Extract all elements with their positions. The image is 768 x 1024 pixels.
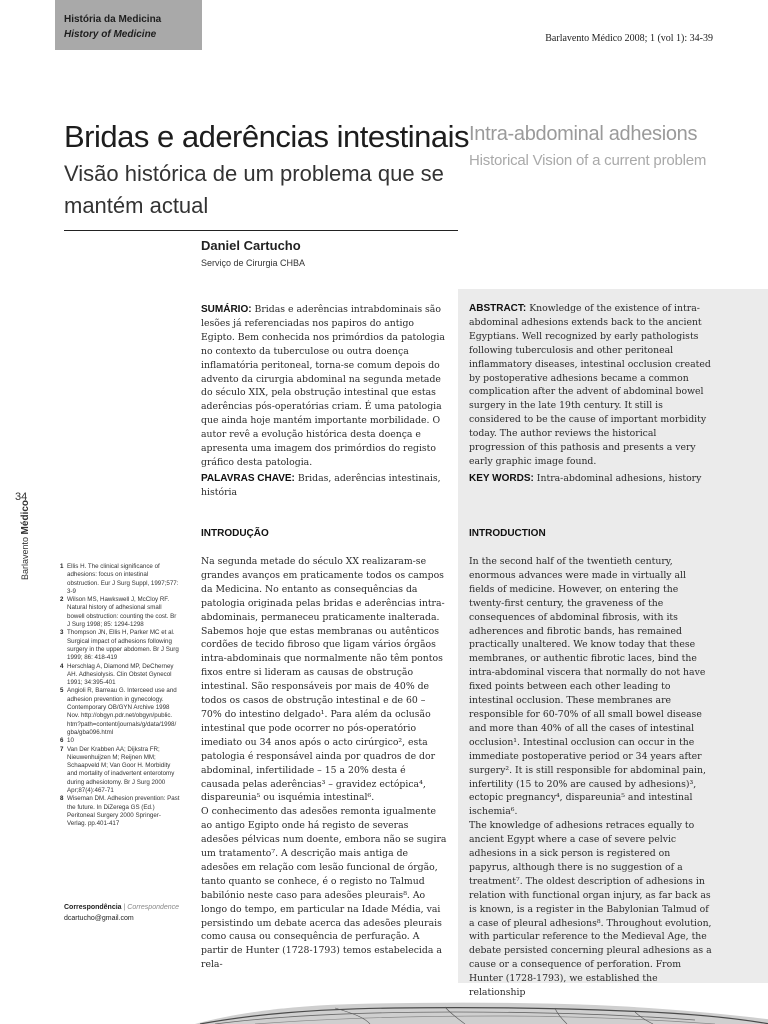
correspondence-label-pt: Correspondência xyxy=(64,904,122,911)
summary-pt xyxy=(201,303,447,470)
logo-small-text: Barlavento xyxy=(20,536,30,580)
section-heading-intro-en: INTRODUCTION xyxy=(469,528,546,539)
reference-text: Herschlag A, Diamond MP, DeCherney AH. Adhesiolysis. Clin Obstet Gynecol 1991; 34:395-401 xyxy=(67,662,174,687)
introduction-pt xyxy=(201,555,447,972)
keywords-en-label: KEY WORDS: xyxy=(469,473,534,484)
paragraph: Na segunda metade do século XX realizaram-se grandes avanços em praticamente todos os campos da Medicina. No entanto as consequências da patologia originada pelas bridas e aderências intra-abdominais, permaneceu praticamente inalterada. Sabemos hoje que estas membranas ou autênticos cordões de tecido fibroso que ligam vários órgãos intra-abdominais que normalmente não têm pontos fixos entre si lideram as causas de obstrução intestinal. São responsáveis por mais de 40% de todos os casos de obstrução intestinal e de 60 – 70% do intestino delgado¹. Para além da oclusão intestinal que pode ocorrer no pós-operatório imediato ou 34 anos após o acto cirúrgico², esta patologia é responsável ainda por quadros de dor abdominal, infertilidade – 15 a 20% desta é causada pelas aderências³ – gravidez ectópica⁴, dispareunia⁵ ou isquémia intestinal⁶. xyxy=(201,556,445,804)
reference-text: Wilson MS, Hawkswell J, McCloy RF. Natural history of adhesional small bowell obstruction: counting the cost. Br J Surg 1998; 85: 1294-1298 xyxy=(67,596,177,629)
reference-item xyxy=(60,746,180,796)
reference-item xyxy=(60,737,180,745)
keywords-en-text: Intra-abdominal adhesions, history xyxy=(536,473,702,484)
reference-item xyxy=(60,795,180,828)
reference-number: 4 xyxy=(60,662,64,670)
article-title-pt: Bridas e aderências intestinais xyxy=(64,119,469,154)
reference-text: Van Der Krabben AA; Dijkstra FR; Nieuwenhuijzen M; Reijnen MM; Schaapveld M; Van Goor H. Morbidity and mortality of inadvertent enterotomy during adhesiotomy. Br J Surg 2000 Apr;87(4):467-71 xyxy=(67,745,175,795)
title-divider xyxy=(64,230,458,231)
logo-big-text: Médico xyxy=(20,500,31,535)
article-subtitle-pt: Visão histórica de um problema que se mantém actual xyxy=(64,161,444,218)
journal-logo xyxy=(20,500,40,580)
reference-item xyxy=(60,687,180,737)
reference-number: 7 xyxy=(60,745,64,753)
reference-text: Angioli R, Barreau G. Interceed use and adhesion prevention in gynecology. Contemporary OB/GYN Archive 1998 Nov. http://obgyn.pdr.net/obgyn/public. htm?path=content/journals/g/data/1998/ gba/gba096.html xyxy=(67,687,177,736)
correspondence-block xyxy=(64,902,179,924)
section-heading-intro-pt: INTRODUÇÃO xyxy=(201,528,269,539)
summary-text: Bridas e aderências intrabdominais são lesões já referenciadas nos papiros do antigo Egipto. Bem conhecida nos primórdios da patologia no contexto da tuberculose ou outra doença inflamatória peritoneal, torna-se comum depois do advento da cirurgia abdominal na segunda metade do século XIX, pela obstrução intestinal que estas aderências pós-operatórias criam. É uma patologia que ainda hoje mantém importante morbilidade. O autor revê a evolução histórica desta doença e apresenta uma imagem dos primórdios do registo gráfico desta patologia. xyxy=(201,304,445,468)
article-title-en: Intra-abdominal adhesions xyxy=(469,123,698,145)
introduction-en xyxy=(469,555,712,1000)
author-affiliation: Serviço de Cirurgia CHBA xyxy=(201,258,306,268)
abstract-label: ABSTRACT: xyxy=(469,303,527,314)
correspondence-separator: | xyxy=(121,904,128,911)
abstract-text: Knowledge of the existence of intra-abdominal adhesions extends back to the ancient Egyptians. Well recognized by early pathologists following tuberculosis and other peritoneal inflammatory diseases, intestinal occlusion created by postoperative adhesions became a common complication after the advent of abdominal bowel surgery in the late 19th century. It still is considered to be the cause of important morbidity today. The author reviews the historical progression of this pathosis and presents a very early graphic image found. xyxy=(469,303,711,467)
summary-label: SUMÁRIO: xyxy=(201,304,252,315)
reference-number: 3 xyxy=(60,629,64,637)
reference-item xyxy=(60,596,180,629)
section-header-box xyxy=(55,0,202,50)
section-label-en: History of Medicine xyxy=(64,29,157,40)
paragraph: O conhecimento das adesões remonta igualmente ao antigo Egipto onde há registo de severas adesões pélvicas num doente, embora não se sugira um tratamento⁷. A descrição mais antiga de adesões em relação com lesão funcional de órgão, tanto quanto se conhece, é o registo no Talmud babilónio neste caso para adesões pleurais⁸. Ao longo do tempo, em particular na Idade Média, vai persistindo um debate acerca das adesões pleurais como causa ou consequência de perfuração. A partir de Hunter (1728-1793) temos estabelecida a rela- xyxy=(201,806,447,971)
historical-engraving-image xyxy=(195,1000,768,1024)
reference-text: Ellis H. The clinical significance of adhesions: focus on intestinal obstruction. Eur J Surg Suppl, 1997;577: 3-9 xyxy=(67,563,179,595)
keywords-pt xyxy=(201,472,447,500)
keywords-en xyxy=(469,472,712,486)
correspondence-email[interactable]: dcartucho@gmail.com xyxy=(64,915,134,922)
references-list xyxy=(60,563,180,829)
section-label-pt: História da Medicina xyxy=(64,14,162,25)
correspondence-label-en: Correspondence xyxy=(127,904,180,911)
article-subtitle-en: Historical Vision of a current problem xyxy=(469,152,707,169)
keywords-pt-text: Bridas, aderências intestinais, história xyxy=(201,473,441,498)
keywords-pt-label: PALAVRAS CHAVE: xyxy=(201,473,295,484)
reference-text: 10 xyxy=(67,737,74,745)
reference-number: 6 xyxy=(60,737,64,745)
reference-text: Wiseman DM. Adhesion prevention: Past the future. In DiZerega GS (Ed.) Peritoneal Surgery 2000 Springer-Verlag. pp.401-417 xyxy=(67,795,180,828)
reference-item xyxy=(60,563,180,596)
reference-number: 2 xyxy=(60,596,64,604)
abstract-en xyxy=(469,302,712,469)
reference-item xyxy=(60,663,180,688)
reference-number: 5 xyxy=(60,687,64,695)
reference-text: Thompson JN, Ellis H, Parker MC et al. Surgical impact of adhesions following surgery in the upper abdomen. Br J Surg 1999; 86: 418-419 xyxy=(67,629,179,662)
reference-number: 1 xyxy=(60,563,64,570)
author-name: Daniel Cartucho xyxy=(201,238,301,253)
journal-citation: Barlavento Médico 2008; 1 (vol 1): 34-39 xyxy=(545,33,713,44)
page-number: 34 xyxy=(15,491,28,503)
reference-item xyxy=(60,629,180,662)
reference-number: 8 xyxy=(60,795,64,803)
paragraph: In the second half of the twentieth century, enormous advances were made in virtually all fields of medicine. However, on entering the twenty-first century, the graveness of the consequences of abdominal fibrosis, with its adherences and fibrotic bands, has remained practically unaltered. We know today that these membranes, or authentic fibrotic laces, bind the intra-abdominal viscera that normally do not have fixed points between each other leading to intestinal occlusion. These membranes are responsible for 60-70% of all small bowel disease and more than 40% of all the cases of intestinal occlusion¹. Intestinal occlusion can occur in the immediate postoperative period or 34 years after surgery². It is still responsible for abdominal pain, infertility (15 to 20% are caused by adhesions)³, ectopic pregnancy⁴, dispareunia⁵ and intestinal ischemia⁶. xyxy=(469,556,706,818)
paragraph: The knowledge of adhesions retraces equally to ancient Egypt where a case of severe pelvic adhesions in a sick person is registered on papyrus, although there is no suggestion of a treatment⁷. The oldest description of adhesions in relation with functional organ injury, as far back as is known, is a register in the Babylonian Talmud of a case of pleural adhesions⁸. Throughout evolution, with particular reference to the Medieval Age, the debate persisted concerning pleural adhesions as a cause or a consequence of perforation. From Hunter (1728-1793), we established the relationship xyxy=(469,820,712,999)
